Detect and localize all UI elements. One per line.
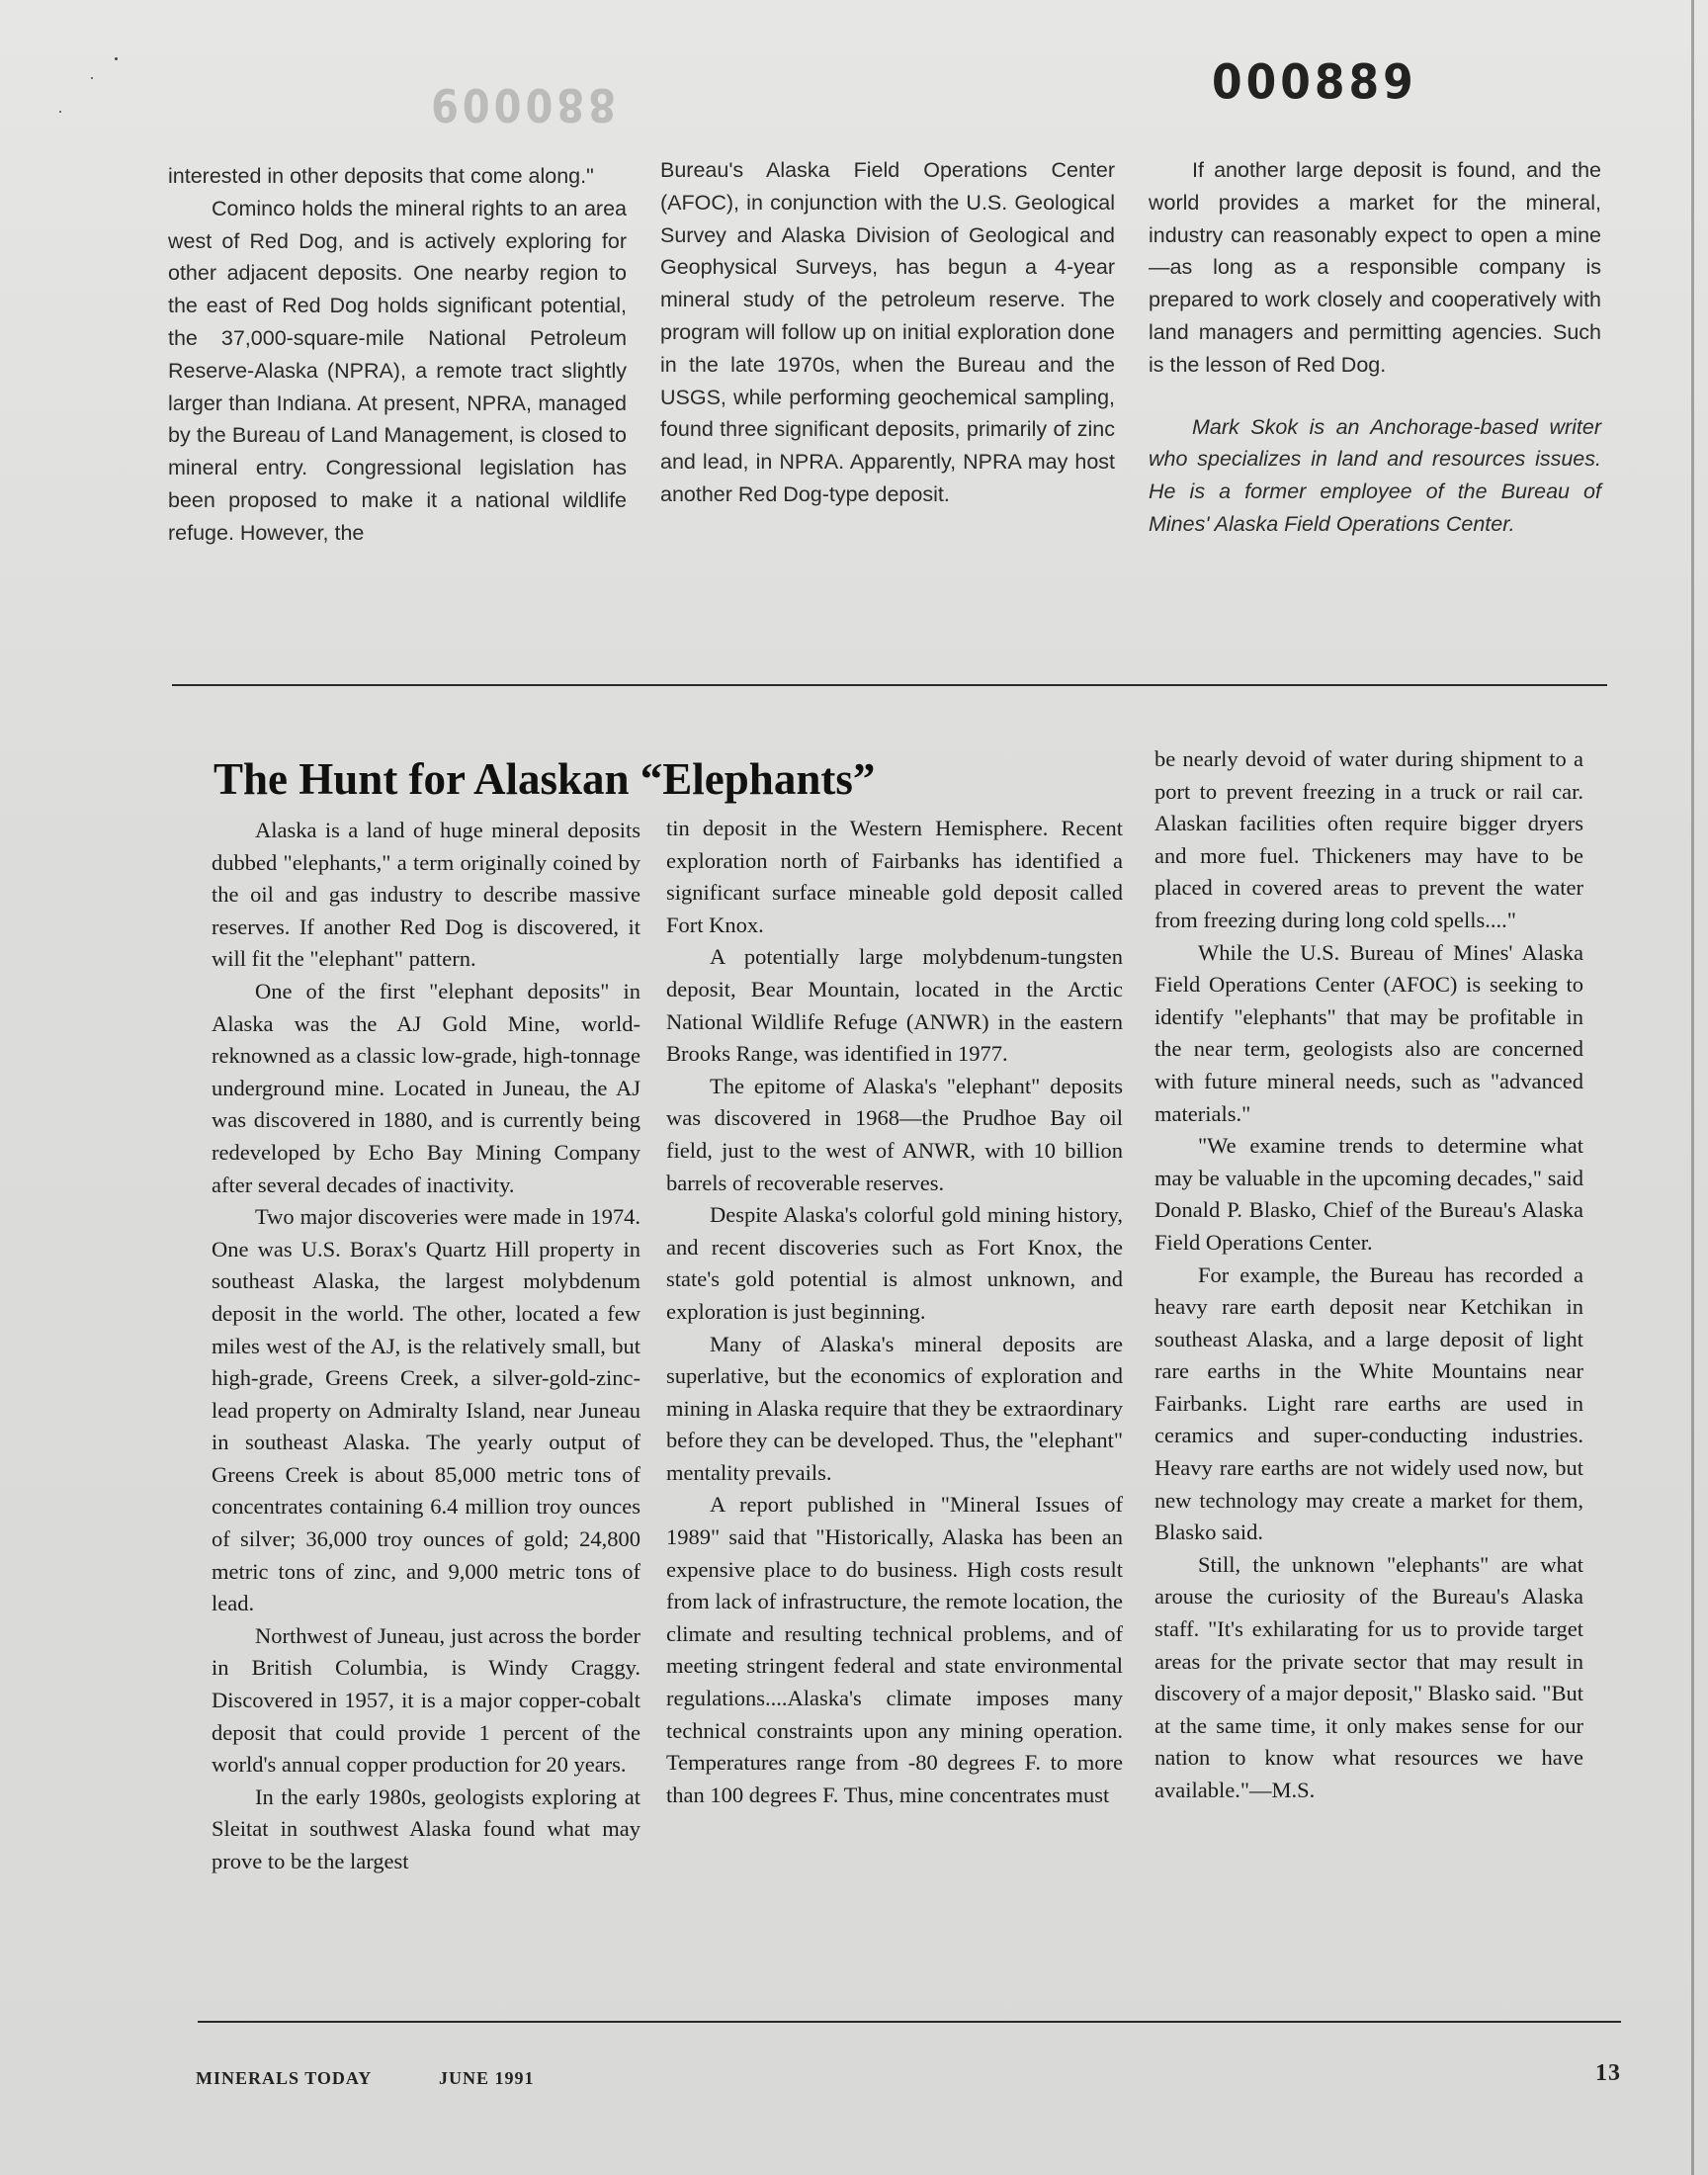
page-edge [1691, 0, 1694, 2175]
paragraph: Northwest of Juneau, just across the border in British Columbia, is Windy Craggy. Discovered in 1957, it is a major copper-cobalt deposit that could provide 1 percent of the world's annual copper production for 20 years. [212, 1622, 640, 1778]
paragraph: Alaska is a land of huge mineral deposits dubbed "elephants," a term originally coined by the oil and gas industry to describe massive reserves. If another Red Dog is discovered, it will fit the "elephant" pattern. [212, 818, 640, 972]
document-number-stamp-faded: 880009 [427, 77, 616, 130]
paragraph: One of the first "elephant deposits" in Alaska was the AJ Gold Mine, world-reknowned as a classic low-grade, high-tonnage underground mine. Located in Juneau, the AJ was discovered in 1880, and is currently being redeveloped by Echo Bay Mining Company after several decades of inactivity. [212, 978, 640, 1197]
paragraph: Still, the unknown "elephants" are what arouse the curiosity of the Bureau's Alaska staff. "It's exhilarating for us to provide target areas for the private sector that may result in discovery of a major deposit," Blasko said. "But at the same time, it only makes sense for our nation to know what resources we have available."—M.S. [1154, 1551, 1583, 1802]
document-number-stamp: 000889 [1212, 54, 1417, 111]
top-column-1 [168, 160, 627, 550]
scan-speck [91, 77, 93, 79]
paragraph: In the early 1980s, geologists exploring at Sleitat in southwest Alaska found what may prove to be the largest [212, 1784, 640, 1873]
paragraph: be nearly devoid of water during shipment to a port to prevent freezing in a truck or rail car. Alaskan facilities often require bigger dryers and more fuel. Thickeners may have to be placed in covered areas to prevent the water from freezing during long cold spells...." [1154, 746, 1583, 932]
article-column-2 [666, 813, 1123, 1811]
author-bio: Mark Skok is an Anchorage-based writer who specializes in land and resources issues. He is a former employee of the Bureau of Mines' Alaska Field Operations Center. [1149, 414, 1601, 536]
paragraph: A potentially large molybdenum-tungsten deposit, Bear Mountain, located in the Arctic National Wildlife Refuge (ANWR) in the eastern Brooks Range, was identified in 1977. [666, 944, 1123, 1067]
paragraph: A report published in "Mineral Issues of 1989" said that "Historically, Alaska has been an expensive place to do business. High costs result from lack of infrastructure, the remote location, the climate and resulting technical problems, and of meeting stringent federal and state environmental regulations....Alaska's climate imposes many technical constraints upon any mining operation. Temperatures range from -80 degrees F. to more than 100 degrees F. Thus, mine concentrates must [666, 1492, 1123, 1807]
paragraph: If another large deposit is found, and the world provides a market for the mineral, industry can reasonably expect to open a mine—as long as a responsible company is prepared to work closely and cooperatively with land managers and permitting agencies. Such is the lesson of Red Dog. [1149, 158, 1601, 377]
paragraph: While the U.S. Bureau of Mines' Alaska Field Operations Center (AFOC) is seeking to identify "elephants" that may be profitable in the near term, geologists also are concerned with future mineral needs, such as "advanced materials." [1154, 939, 1583, 1126]
paragraph: Despite Alaska's colorful gold mining history, and recent discoveries such as Fort Knox, the state's gold potential is almost unknown, and exploration is just beginning. [666, 1202, 1123, 1324]
page-number: 13 [1595, 2060, 1621, 2086]
paragraph: For example, the Bureau has recorded a heavy rare earth deposit near Ketchikan in southeast Alaska, and a large deposit of light rare earths in the White Mountains near Fairbanks. Light rare earths are used in ceramics and super-conducting industries. Heavy rare earths are not widely used now, but new technology may create a market for them, Blasko said. [1154, 1262, 1583, 1545]
section-divider [172, 684, 1607, 686]
paragraph: Many of Alaska's mineral deposits are superlative, but the economics of exploration and mining in Alaska require that they be extraordinary before they can be developed. Thus, the "elephant" mentality prevails. [666, 1331, 1123, 1485]
paragraph: "We examine trends to determine what may be valuable in the upcoming decades," said Donald P. Blasko, Chief of the Bureau's Alaska Field Operations Center. [1154, 1133, 1583, 1255]
issue-date: JUNE 1991 [439, 2068, 535, 2088]
paragraph: tin deposit in the Western Hemisphere. Recent exploration north of Fairbanks has identified a significant surface mineable gold deposit called Fort Knox. [666, 816, 1123, 937]
paragraph: Bureau's Alaska Field Operations Center (AFOC), in conjunction with the U.S. Geological Survey and Alaska Division of Geological and Geophysical Surveys, has begun a 4-year mineral study of the petroleum reserve. The program will follow up on initial exploration done in the late 1970s, when the Bureau and the USGS, while performing geochemical sampling, found three significant deposits, primarily of zinc and lead, in NPRA. Apparently, NPRA may host another Red Dog-type deposit. [660, 158, 1115, 506]
publication-name: MINERALS TODAY [196, 2068, 373, 2088]
paragraph: Two major discoveries were made in 1974. One was U.S. Borax's Quartz Hill property in southeast Alaska, the largest molybdenum deposit in the world. The other, located a few miles west of the AJ, is the relatively small, but high-grade, Greens Creek, a silver-gold-zinc-lead property on Admiralty Island, near Juneau in southeast Alaska. The yearly output of Greens Creek is about 85,000 metric tons of concentrates containing 6.4 million troy ounces of silver; 36,000 troy ounces of gold; 24,800 metric tons of zinc, and 9,000 metric tons of lead. [212, 1204, 640, 1616]
footer-divider [198, 2021, 1621, 2023]
scan-speck [115, 57, 118, 60]
top-column-3 [1149, 154, 1601, 541]
top-column-2 [660, 154, 1115, 511]
paragraph: The epitome of Alaska's "elephant" deposits was discovered in 1968—the Prudhoe Bay oil field, just to the west of ANWR, with 10 billion barrels of recoverable reserves. [666, 1073, 1123, 1195]
article-column-3 [1154, 743, 1583, 1807]
scan-speck [59, 111, 61, 113]
article-headline: The Hunt for Alaskan “Elephants” [214, 754, 876, 805]
paragraph: Cominco holds the mineral rights to an area west of Red Dog, and is actively exploring for other adjacent deposits. One nearby region to the east of Red Dog holds significant potential, the 37,000-square-mile National Petroleum Reserve-Alaska (NPRA), a remote tract slightly larger than Indiana. At present, NPRA, managed by the Bureau of Land Management, is closed to mineral entry. Congressional legislation has been proposed to make it a national wildlife refuge. However, the [168, 196, 627, 545]
paragraph: interested in other deposits that come along." [168, 164, 594, 188]
article-column-1 [212, 815, 640, 1878]
